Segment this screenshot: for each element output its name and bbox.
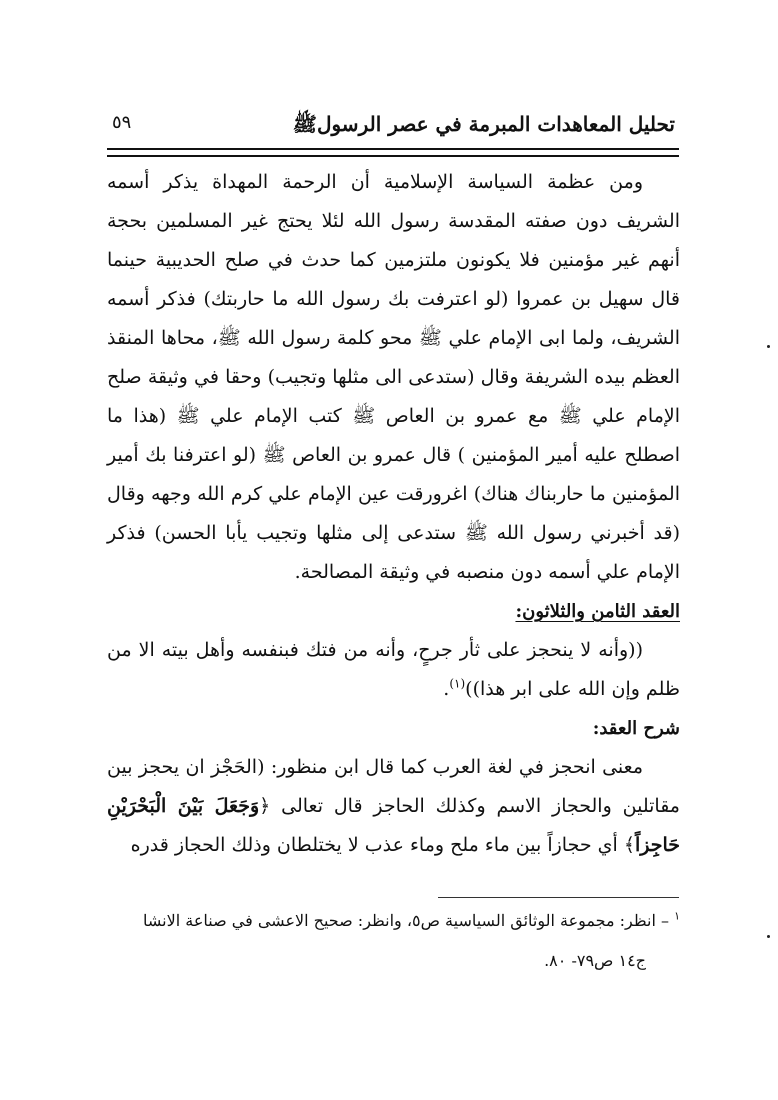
explanation-start: معنى انحجز في لغة العرب كما قال ابن منظور: (الحَجْز ان يحجز بين مقاتلين والحجاز الاسم وكذلك الحاجز قال تعالى ﴿ bbox=[107, 756, 680, 817]
footnote-1-text: – انظر: مجموعة الوثائق السياسية ص٥، وانظر: صحيح الاعشى في صناعة الانشا bbox=[143, 911, 675, 930]
body-text bbox=[107, 163, 680, 865]
scan-speck bbox=[767, 345, 770, 348]
header-rule-bottom bbox=[107, 155, 679, 157]
quran-verse: وَجَعَلَ بَيْنَ الْبَحْرَيْنِ حَاجِزاً bbox=[107, 795, 680, 856]
footnote-marker: ١ bbox=[674, 909, 680, 923]
footnotes bbox=[107, 901, 680, 981]
section-heading-38th-covenant bbox=[107, 592, 680, 631]
page-number: ٥٩ bbox=[112, 112, 132, 133]
footnote-reference: (١) bbox=[449, 676, 466, 691]
paragraph-treaty-names: ومن عظمة السياسة الإسلامية أن الرحمة المهداة يذكر أسمه الشريف دون صفته المقدسة رسول الله لئلا يحتج غير المسلمين بحجة أنهم غير مؤمنين فلا يكونون ملتزمين كما حدث في صلح الحديبية حينما قال سهيل بن عمروا (لو اعترفت بك رسول الله ما حاربتك) فذكر أسمه الشريف، ولما ابى الإمام علي ﷺ محو كلمة رسول الله ﷺ، محاها المنقذ العظم بيده الشريفة وقال (ستدعى الى مثلها وتجيب) وحقا في وثيقة صلح الإمام علي ﷺ مع عمرو بن العاص ﷺ كتب الإمام علي ﷺ (هذا ما اصطلح عليه أمير المؤمنين ) قال عمرو بن العاص ﷺ (لو اعترفنا بك أمير المؤمنين ما حاربناك هناك) اغرورقت عين الإمام علي كرم الله وجهه وقال (قد أخبرني رسول الله ﷺ ستدعى إلى مثلها وتجيب يأبا الحسن) فذكر الإمام علي أسمه دون منصبه في وثيقة المصالحة. bbox=[107, 171, 680, 583]
footnote-1-line-1 bbox=[107, 901, 680, 941]
running-title: تحليل المعاهدات المبرمة في عصر الرسولﷺ bbox=[292, 112, 675, 136]
footnote-1-line-2: ج١٤ ص٧٩- ٨٠. bbox=[544, 951, 646, 970]
covenant-end-punctuation: . bbox=[443, 678, 450, 700]
covenant-quote: ((وأنه لا ينحجز على ثأر جرحٍ، وأنه من فتك فبنفسه وأهل بيته الا من ظلم وإن الله على ابر هذا)) bbox=[107, 639, 680, 700]
paragraph-explanation bbox=[107, 748, 680, 865]
footnote-separator bbox=[438, 897, 679, 898]
scan-speck bbox=[767, 935, 770, 938]
section-heading-explanation: شرح العقد: bbox=[592, 718, 680, 739]
section-heading-text: العقد الثامن والثلاثون: bbox=[515, 601, 680, 622]
explanation-end: ﴾ أي حجازاً بين ماء ملح وماء عذب لا يختلطان وذلك الحجاز قدره bbox=[130, 834, 635, 856]
paragraph-covenant-text bbox=[107, 631, 680, 709]
header-rule-top bbox=[107, 148, 679, 150]
